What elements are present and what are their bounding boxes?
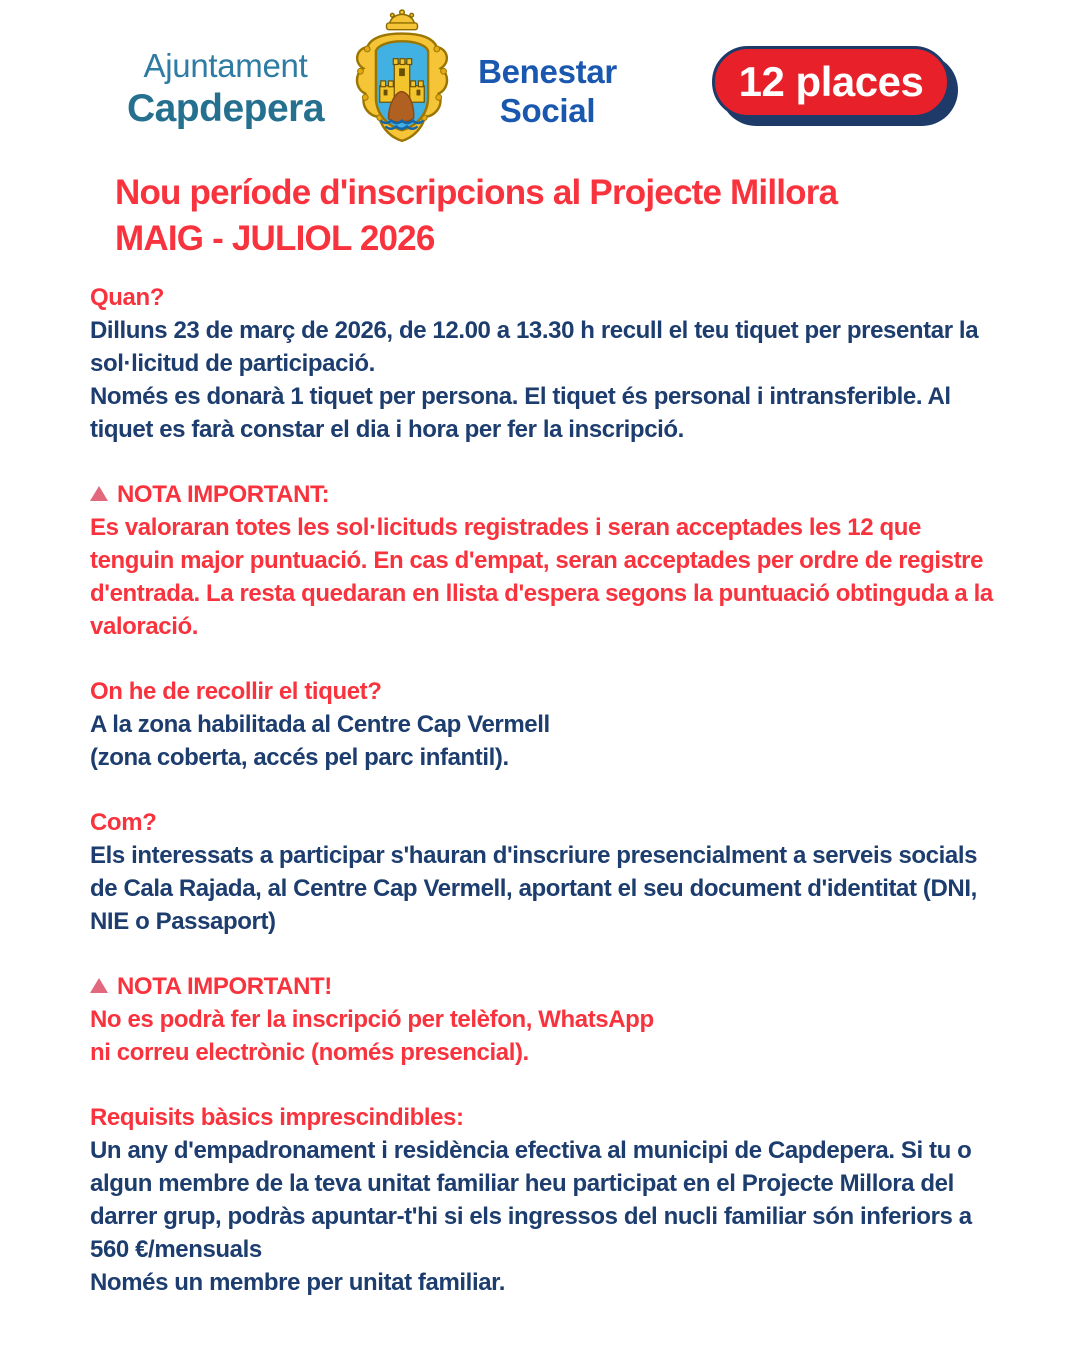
warning-triangle-icon (90, 486, 108, 501)
paragraph: ni correu electrònic (només presencial). (90, 1039, 529, 1066)
department-name-line2: Social (499, 92, 596, 129)
section-body (90, 314, 1010, 446)
section-body (90, 708, 1010, 774)
department-name-line1: Benestar (478, 53, 617, 90)
section-nota-important-1 (90, 478, 1010, 643)
paragraph: (zona coberta, accés pel parc infantil). (90, 744, 509, 771)
section-heading-row (90, 1101, 1010, 1134)
section-heading: Quan? (90, 284, 164, 311)
section-heading: Com? (90, 809, 157, 836)
municipality-name-line2: Capdepera (126, 87, 325, 130)
paragraph: A la zona habilitada al Centre Cap Vermell (90, 711, 550, 738)
page-title-line2: MAIG - JULIOL 2026 (115, 219, 435, 258)
capdepera-coat-of-arms-icon (344, 8, 460, 150)
section-heading: NOTA IMPORTANT! (117, 973, 332, 1000)
section-nota-important-2 (90, 970, 1010, 1069)
section-heading: On he de recollir el tiquet? (90, 678, 382, 705)
section-heading: Requisits bàsics imprescindibles: (90, 1104, 464, 1131)
section-com (90, 806, 1010, 938)
section-heading: NOTA IMPORTANT: (117, 481, 330, 508)
section-heading-row (90, 970, 1010, 1003)
section-requisits (90, 1101, 1010, 1299)
paragraph: Només un membre per unitat familiar. (90, 1269, 506, 1296)
paragraph: Es valoraran totes les sol·licituds registrades i seran acceptades les 12 que tenguin major puntuació. En cas d'empat, seran acceptades per ordre de registre d'entrada. La resta quedaran en llista d'espera segons la puntuació obtinguda a la valoració. (90, 514, 993, 640)
section-heading-row (90, 806, 1010, 839)
ajuntament-capdepera-logo (118, 46, 333, 132)
section-quan (90, 281, 1010, 446)
paragraph: Només es donarà 1 tiquet per persona. El tiquet és personal i intransferible. Al tiquet es farà constar el dia i hora per fer la inscripció. (90, 383, 951, 443)
section-body (90, 511, 1010, 643)
benestar-social-logo (460, 52, 635, 130)
warning-triangle-icon (90, 978, 108, 993)
section-heading-row (90, 675, 1010, 708)
page-title (115, 170, 1015, 262)
section-body (90, 839, 1010, 938)
paragraph: Dilluns 23 de març de 2026, de 12.00 a 13.30 h recull el teu tiquet per presentar la sol·licitud de participació. (90, 317, 979, 377)
section-on (90, 675, 1010, 774)
paragraph: No es podrà fer la inscripció per telèfon, WhatsApp (90, 1006, 654, 1033)
paragraph: Un any d'empadronament i residència efectiva al municipi de Capdepera. Si tu o algun membre de la teva unitat familiar heu participat en el Projecte Millora del darrer grup, podràs apuntar-t'hi si els ingressos del nucli familiar són inferiors a 560 €/mensuals (90, 1137, 972, 1263)
paragraph: Els interessats a participar s'hauran d'inscriure presencialment a serveis socials de Cala Rajada, al Centre Cap Vermell, aportant el seu document d'identitat (DNI, NIE o Passaport) (90, 842, 978, 935)
section-heading-row (90, 478, 1010, 511)
page-title-line1: Nou període d'inscripcions al Projecte Millora (115, 173, 838, 212)
section-body (90, 1134, 1010, 1299)
content (90, 281, 1010, 1331)
municipality-name-line1: Ajuntament (143, 47, 308, 84)
places-badge: 12 places (712, 46, 950, 118)
section-body (90, 1003, 1010, 1069)
section-heading-row (90, 281, 1010, 314)
